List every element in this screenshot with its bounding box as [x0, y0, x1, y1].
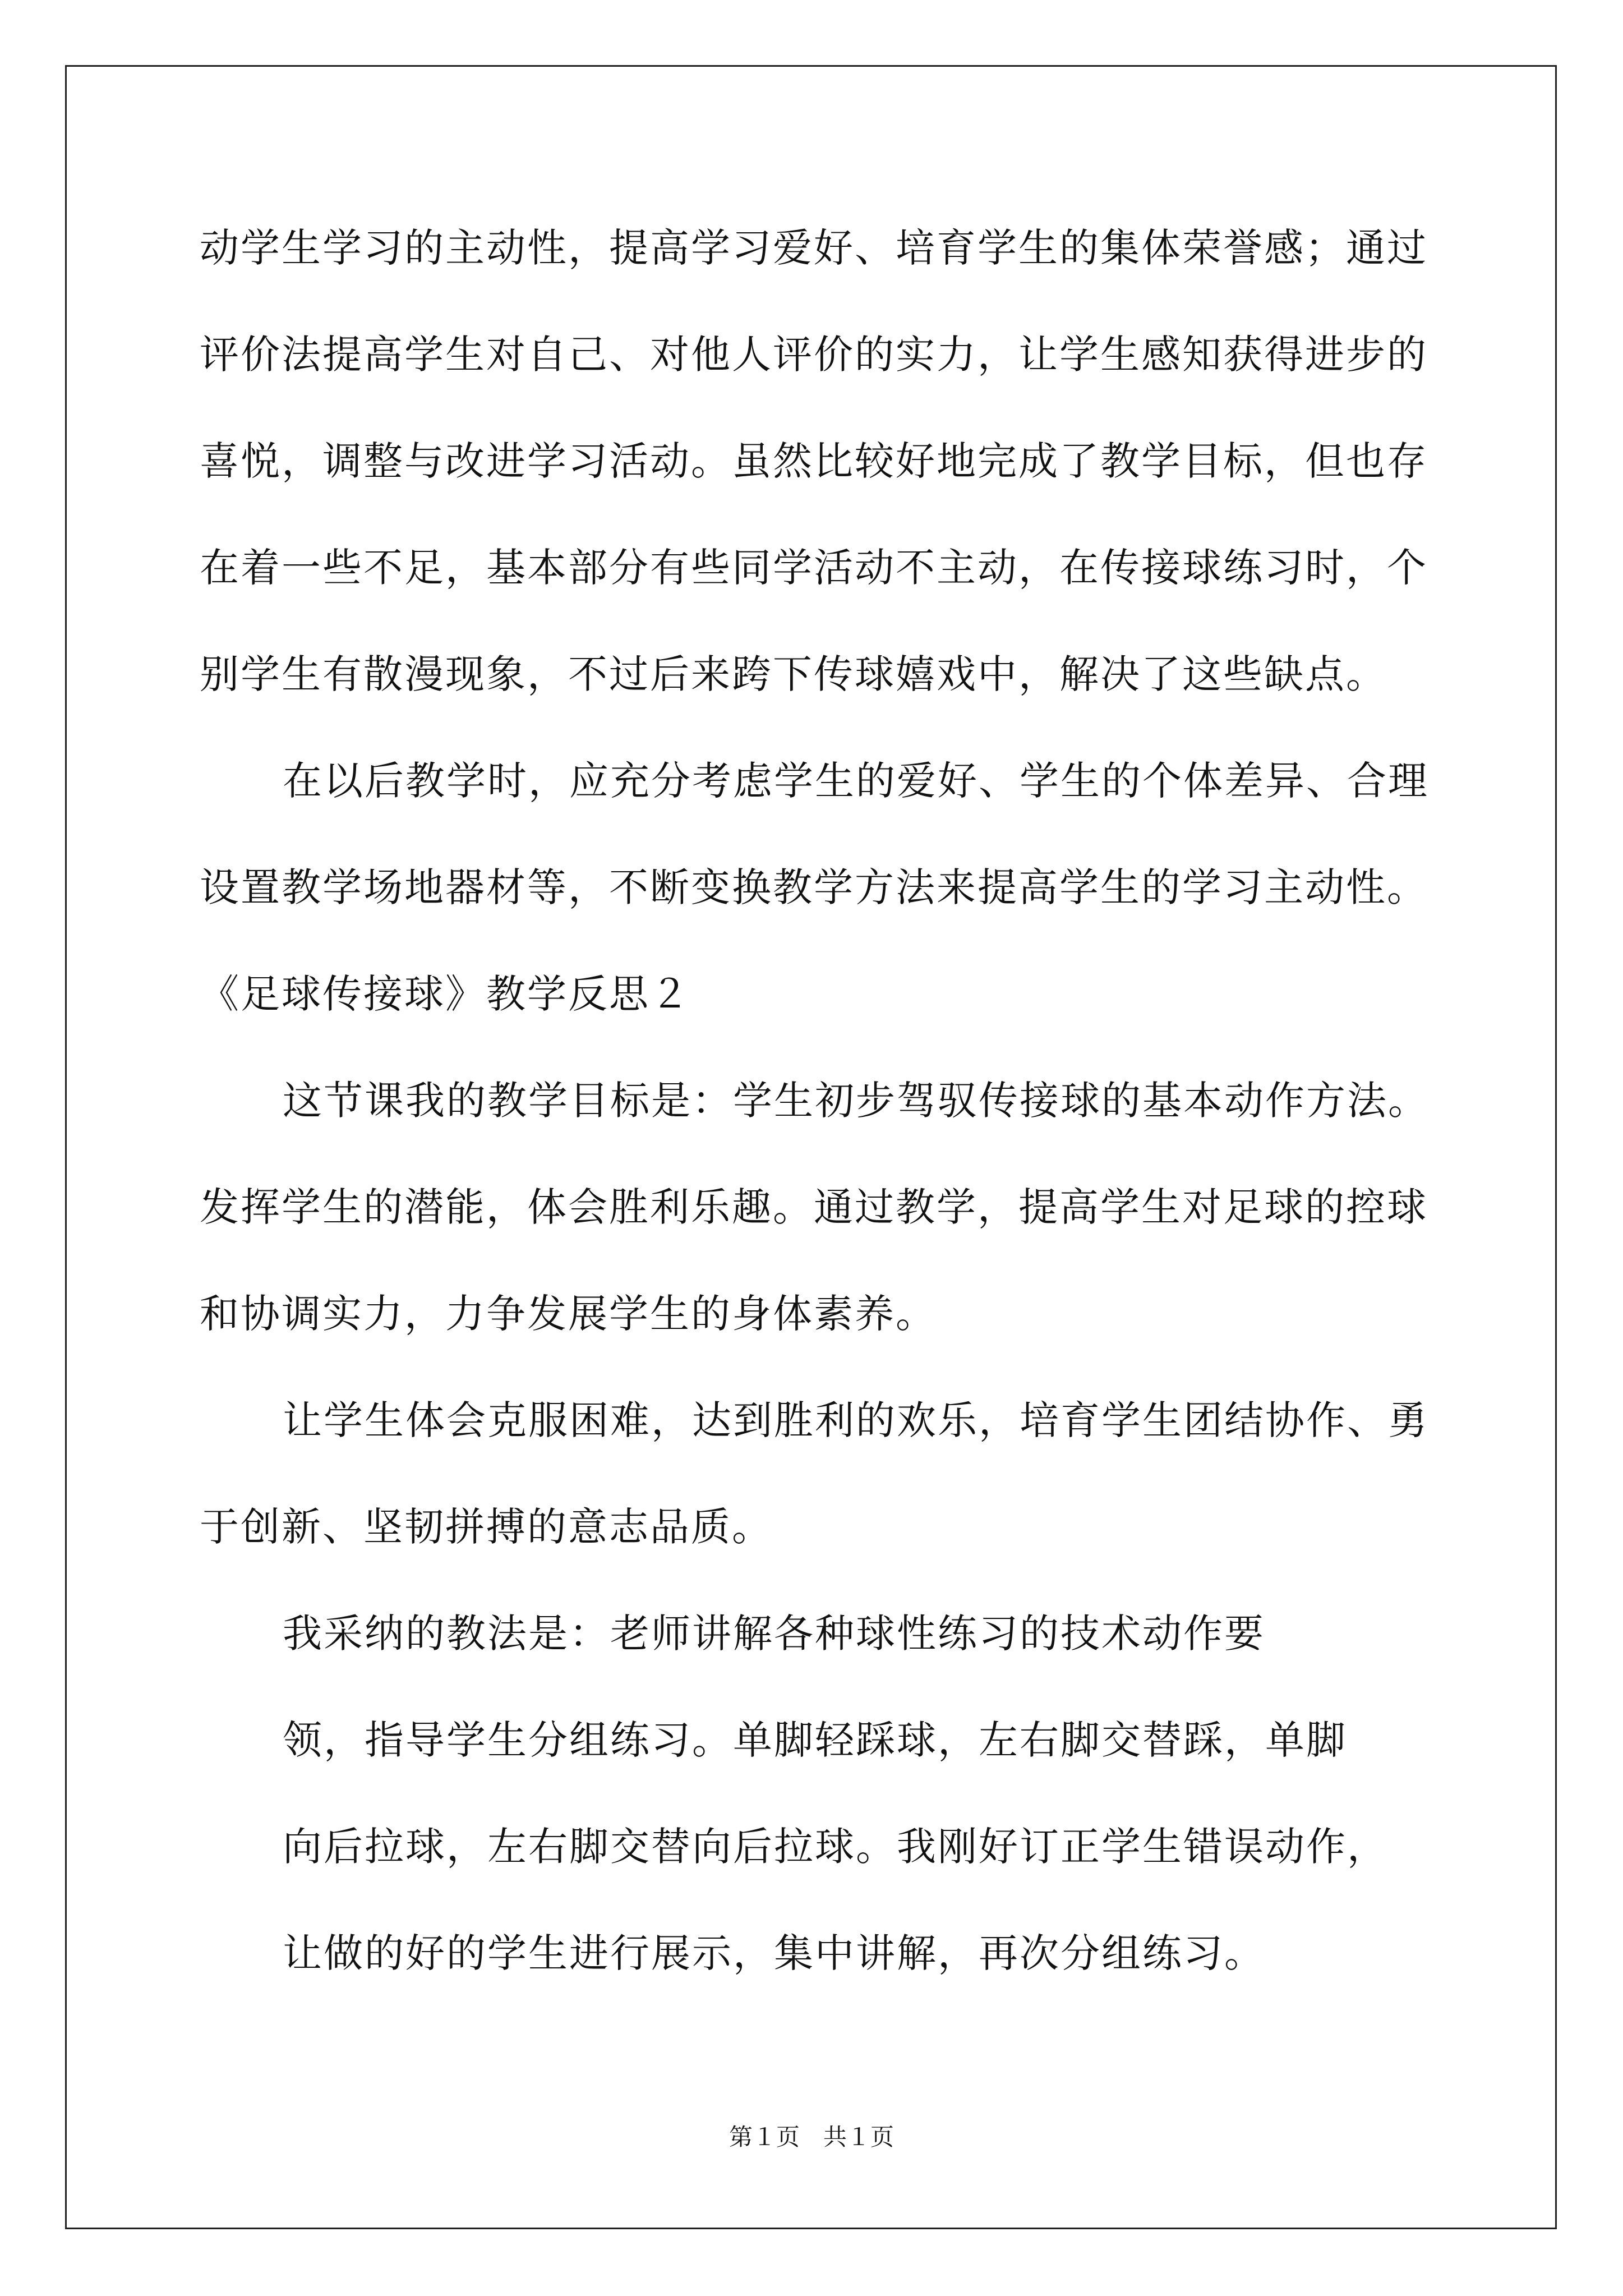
text-line: 动学生学习的主动性，提高学习爱好、培育学生的集体荣誉感；通过 [200, 225, 1428, 271]
page-border [65, 65, 1557, 2229]
text-line: 在着一些不足，基本部分有些同学活动不主动，在传接球练习时，个 [200, 545, 1428, 591]
paragraph-start-line: 这节课我的教学目标是：学生初步驾驭传接球的基本动作方法。 [283, 1078, 1429, 1124]
paragraph-start-line: 在以后教学时，应充分考虑学生的爱好、学生的个体差异、合理 [283, 758, 1429, 804]
paragraph-start-line: 我采纳的教法是：老师讲解各种球性练习的技术动作要 [283, 1611, 1265, 1657]
text-line: 发挥学生的潜能，体会胜利乐趣。通过教学，提高学生对足球的控球 [200, 1184, 1428, 1230]
section-heading: 《足球传接球》教学反思２ [200, 971, 691, 1017]
text-line: 领，指导学生分组练习。单脚轻踩球，左右脚交替踩，单脚 [283, 1717, 1347, 1763]
paragraph-start-line: 让学生体会克服困难，达到胜利的欢乐，培育学生团结协作、勇 [283, 1397, 1429, 1443]
text-line: 评价法提高学生对自己、对他人评价的实力，让学生感知获得进步的 [200, 332, 1428, 378]
text-line: 于创新、坚韧拼搏的意志品质。 [200, 1504, 773, 1550]
page-number-footer: 第１页 共１页 [728, 2123, 894, 2151]
text-line: 向后拉球，左右脚交替向后拉球。我刚好订正学生错误动作， [283, 1824, 1388, 1870]
text-line: 设置教学场地器材等，不断变换教学方法来提高学生的学习主动性。 [200, 864, 1428, 910]
text-line: 和协调实力，力争发展学生的身体素养。 [200, 1291, 937, 1337]
text-line: 喜悦，调整与改进学习活动。虽然比较好地完成了教学目标，但也存 [200, 438, 1428, 484]
text-line: 别学生有散漫现象，不过后来跨下传球嬉戏中，解决了这些缺点。 [200, 651, 1387, 697]
text-line: 让做的好的学生进行展示，集中讲解，再次分组练习。 [283, 1930, 1265, 1976]
